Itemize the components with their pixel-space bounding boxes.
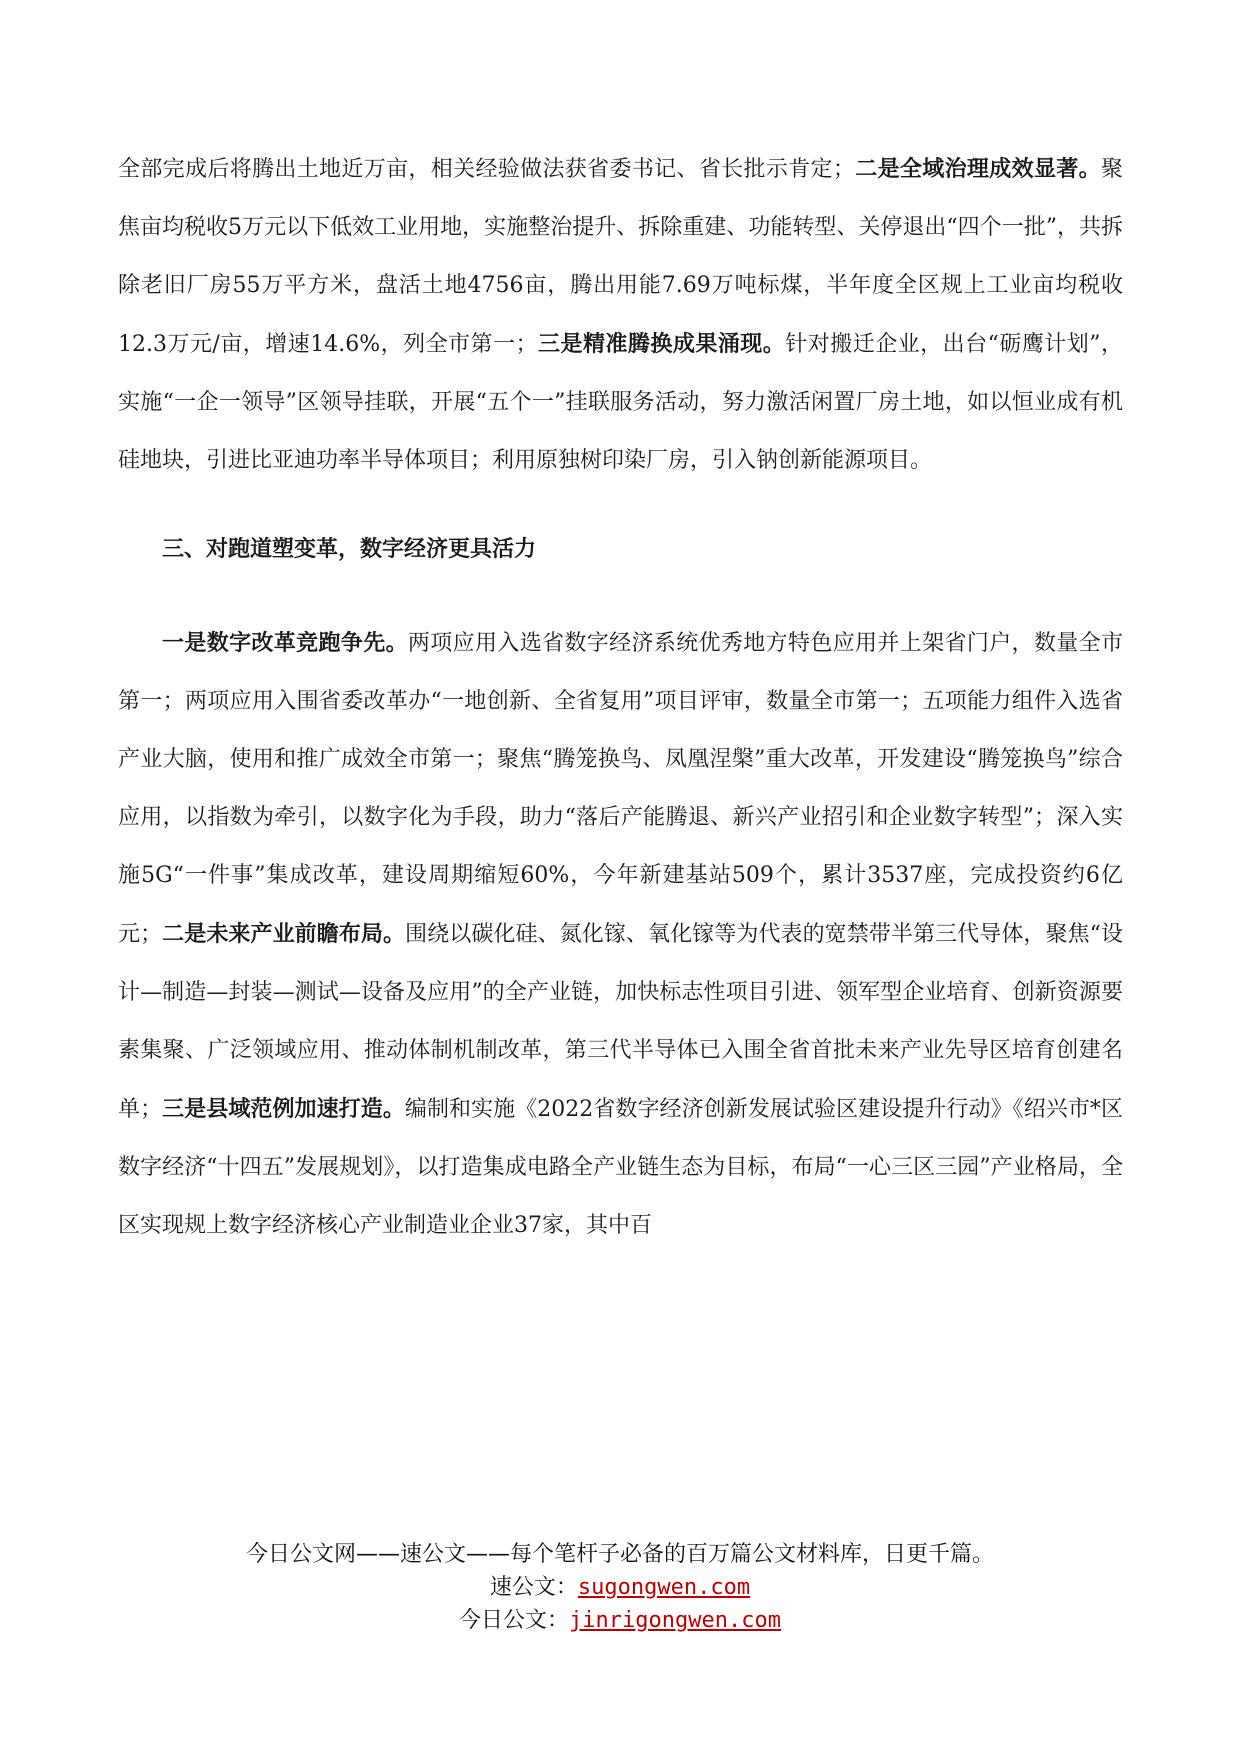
section-heading: 三、对跑道塑变革，数字经济更具活力 (162, 536, 537, 562)
paragraph-2-text-b: 两项应用入选省数字经济系统优秀地方特色应用并上架省门户，数量全市第一；两项应用入围省委改革办“一地创新、全省复用”项目评审，数量全市第一；五项能力组件入选省产业大脑，使用和推广成效全市第一；聚焦“腾笼换鸟、凤凰涅槃”重大改革，开发建设“腾笼换鸟”综合应用，以指数为牵引，以数字化为手段，助力“落后产能腾退、新兴产业招引和企业数字转型”；深入实施5G“一件事”集成改革，建设周期缩短60%，今年新建基站509个，累计3537座，完成投资约6亿元； (118, 631, 1123, 947)
footer-jinrigongwen-label: 今日公文： (459, 1608, 570, 1633)
paragraph-1-bold-d: 三是精准腾换成果涌现。 (537, 331, 786, 357)
document-body (118, 140, 1123, 1255)
sugongwen-link[interactable]: sugongwen.com (577, 1575, 751, 1600)
paragraph-2-text-d: 围绕以碳化硅、氮化镓、氧化镓等为代表的宽禁带半第三代导体，聚焦“设计—制造—封装—测试—设备及应用”的全产业链，加快标志性项目引进、领军型企业培育、创新资源要素集聚、广泛领域应用、推动体制机制改革，第三代半导体已入围全省首批未来产业先导区培育创建名单； (118, 922, 1123, 1122)
paragraph-1-text-c: 聚焦亩均税收5万元以下低效工业用地，实施整治提升、拆除重建、功能转型、关停退出“四个一批”，共拆除老旧厂房55万平方米，盘活土地4756亩，腾出用能7.69万吨标煤，半年度全区规上工业亩均税收12.3万元/亩，增速14.6%，列全市第一； (118, 157, 1123, 357)
jinrigongwen-link[interactable]: jinrigongwen.com (569, 1608, 781, 1633)
footer-line-sugongwen (0, 1571, 1240, 1604)
footer-tagline: 今日公文网——速公文——每个笔杆子必备的百万篇公文材料库，日更千篇。 (245, 1542, 994, 1567)
paragraph-1-text-e: 针对搬迁企业，出台“砺鹰计划”，实施“一企一领导”区领导挂联，开展“五个一”挂联服务活动，努力激活闲置厂房土地，如以恒业成有机硅地块，引进比亚迪功率半导体项目；利用原独树印染厂房，引入钠创新能源项目。 (118, 332, 1123, 473)
paragraph-2-bold-c: 二是未来产业前瞻布局。 (162, 921, 406, 947)
footer (0, 1538, 1240, 1637)
paragraph-2-text-f: 编制和实施《2022省数字经济创新发展试验区建设提升行动》《绍兴市*区数字经济“十四五”发展规划》，以打造集成电路全产业链生态为目标，布局“一心三区三园”产业格局，全区实现规上数字经济核心产业制造业企业37家，其中百 (118, 1097, 1123, 1238)
paragraph-1 (118, 140, 1123, 490)
paragraph-1-bold-b: 二是全域治理成效显著。 (854, 156, 1101, 182)
paragraph-2-bold-a: 一是数字改革竞跑争先。 (162, 630, 408, 656)
footer-sugongwen-label: 速公文： (489, 1575, 578, 1600)
paragraph-2 (118, 614, 1123, 1255)
paragraph-1-text-a: 全部完成后将腾出土地近万亩，相关经验做法获省委书记、省长批示肯定； (118, 157, 855, 182)
footer-line-jinrigongwen (0, 1604, 1240, 1637)
paragraph-2-bold-e: 三是县域范例加速打造。 (162, 1096, 405, 1122)
